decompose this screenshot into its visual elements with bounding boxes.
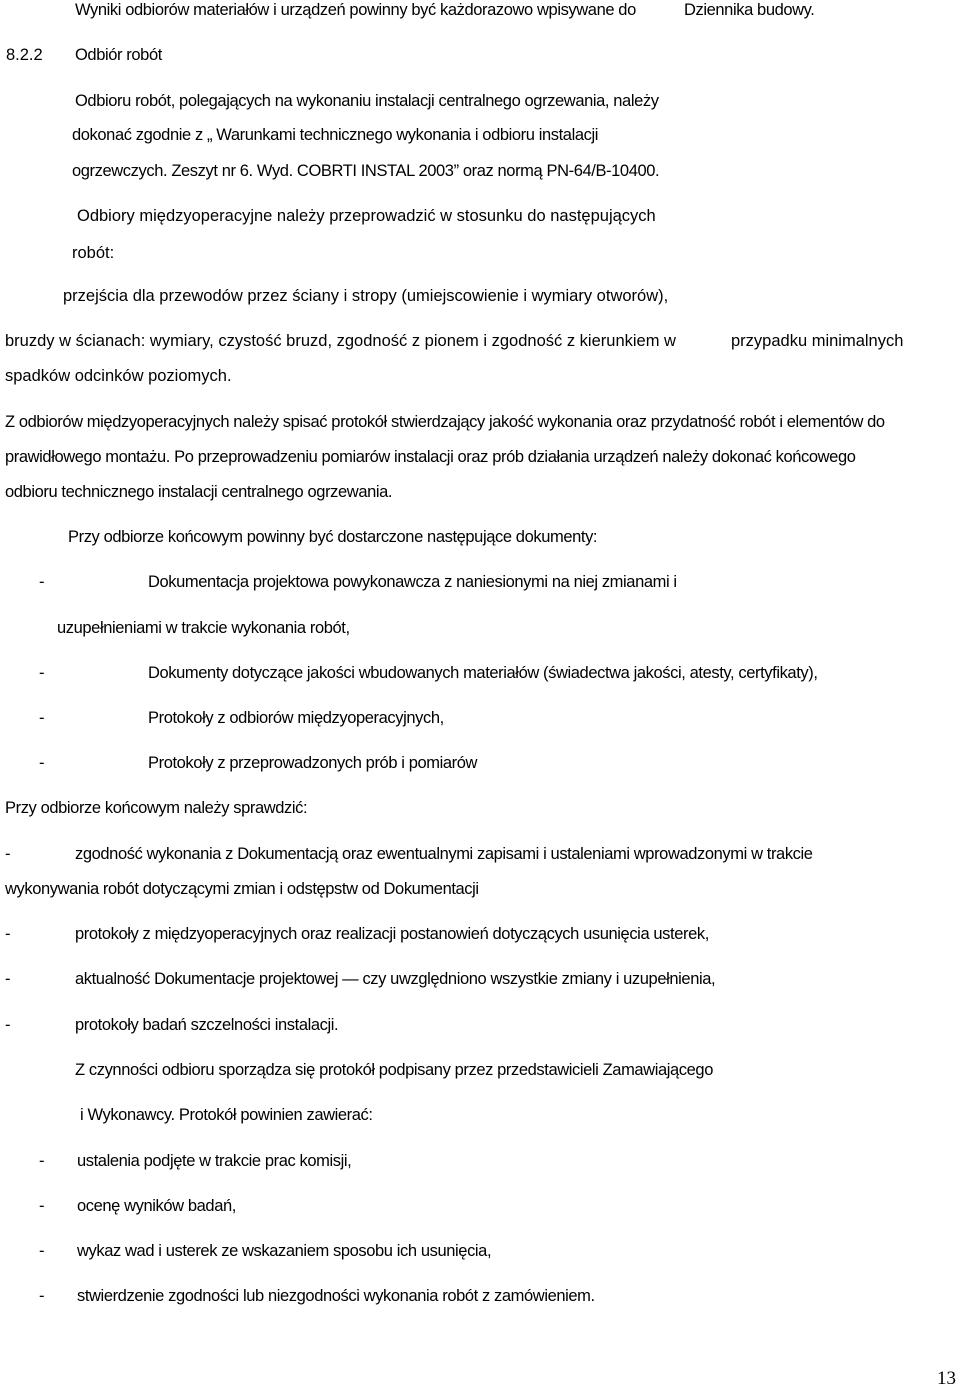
- docs-dash-4: -: [39, 754, 45, 772]
- check-dash-3: -: [5, 970, 11, 988]
- check-dash-2: -: [5, 925, 11, 943]
- protocol-item-3: wykaz wad i usterek ze wskazaniem sposobu ich usunięcia,: [77, 1242, 492, 1260]
- docs-dash-2: -: [39, 664, 45, 682]
- check-dash-4: -: [5, 1016, 11, 1034]
- docs-item-2: Dokumenty dotyczące jakości wbudowanych materiałów (świadectwa jakości, atesty, certyfikaty),: [148, 664, 818, 682]
- check-item-1-cont: wykonywania robót dotyczącymi zmian i odstępstw od Dokumentacji: [5, 880, 479, 898]
- protocol-dash-4: -: [39, 1287, 45, 1305]
- header-line: Wyniki odbiorów materiałów i urządzeń powinny być każdorazowo wpisywane do: [75, 1, 636, 19]
- p2-line-1: Odbiory międzyoperacyjne należy przeprowadzić w stosunku do następujących: [77, 207, 656, 225]
- docs-dash-1: -: [39, 573, 45, 591]
- p5-line-1: Z odbiorów międzyoperacyjnych należy spisać protokół stwierdzający jakość wykonania oraz przydatność robót i elementów do: [5, 413, 885, 431]
- header-dziennik: Dziennika budowy.: [684, 1, 815, 19]
- protocol-dash-2: -: [39, 1197, 45, 1215]
- check-dash-1: -: [5, 845, 11, 863]
- p4-line-1b: przypadku minimalnych: [731, 332, 904, 350]
- page-number: 13: [937, 1368, 956, 1389]
- docs-intro: Przy odbiorze końcowym powinny być dostarczone następujące dokumenty:: [68, 528, 598, 546]
- p1-line-3: ogrzewczych. Zeszyt nr 6. Wyd. COBRTI INSTAL 2003” oraz normą PN-64/B-10400.: [72, 162, 660, 180]
- section-title: Odbiór robót: [75, 46, 162, 64]
- check-item-1: zgodność wykonania z Dokumentacją oraz ewentualnymi zapisami i ustaleniami wprowadzonymi w trakcie: [75, 845, 813, 863]
- protocol-item-1: ustalenia podjęte w trakcie prac komisji,: [77, 1152, 352, 1170]
- p5-line-3: odbioru technicznego instalacji centralnego ogrzewania.: [5, 483, 393, 501]
- p5-line-2: prawidłowego montażu. Po przeprowadzeniu pomiarów instalacji oraz prób działania urządzeń należy dokonać końcowego: [5, 448, 856, 466]
- docs-item-1: Dokumentacja projektowa powykonawcza z naniesionymi na niej zmianami i: [148, 573, 677, 591]
- p3-line: przejścia dla przewodów przez ściany i stropy (umiejscowienie i wymiary otworów),: [63, 287, 669, 305]
- p4-line-2: spadków odcinków poziomych.: [5, 367, 232, 385]
- docs-item-4: Protokoły z przeprowadzonych prób i pomiarów: [148, 754, 478, 772]
- protocol-item-2: ocenę wyników badań,: [77, 1197, 236, 1215]
- docs-item-1-cont: uzupełnieniami w trakcie wykonania robót,: [57, 619, 350, 637]
- protocol-dash-1: -: [39, 1152, 45, 1170]
- check-item-3: aktualność Dokumentacje projektowej — czy uwzględniono wszystkie zmiany i uzupełnienia,: [75, 970, 716, 988]
- protocol-dash-3: -: [39, 1242, 45, 1260]
- protocol-item-4: stwierdzenie zgodności lub niezgodności wykonania robót z zamówieniem.: [77, 1287, 595, 1305]
- p2-line-2: robót:: [72, 244, 115, 262]
- p4-line-1: bruzdy w ścianach: wymiary, czystość bruzd, zgodność z pionem i zgodność z kierunkiem w: [5, 332, 676, 350]
- docs-dash-3: -: [39, 709, 45, 727]
- section-number: 8.2.2: [6, 46, 43, 64]
- p1-line-2: dokonać zgodnie z „ Warunkami technicznego wykonania i odbioru instalacji: [72, 126, 598, 144]
- p1-line-1: Odbioru robót, polegających na wykonaniu instalacji centralnego ogrzewania, należy: [75, 92, 659, 110]
- check-item-4: protokoły badań szczelności instalacji.: [75, 1016, 339, 1034]
- protocol-line-2: i Wykonawcy. Protokół powinien zawierać:: [80, 1106, 373, 1124]
- protocol-line-1: Z czynności odbioru sporządza się protokół podpisany przez przedstawicieli Zamawiającego: [75, 1061, 713, 1079]
- check-item-2: protokoły z międzyoperacyjnych oraz realizacji postanowień dotyczących usunięcia usterek,: [75, 925, 709, 943]
- docs-item-3: Protokoły z odbiorów międzyoperacyjnych,: [148, 709, 444, 727]
- check-intro: Przy odbiorze końcowym należy sprawdzić:: [5, 799, 308, 817]
